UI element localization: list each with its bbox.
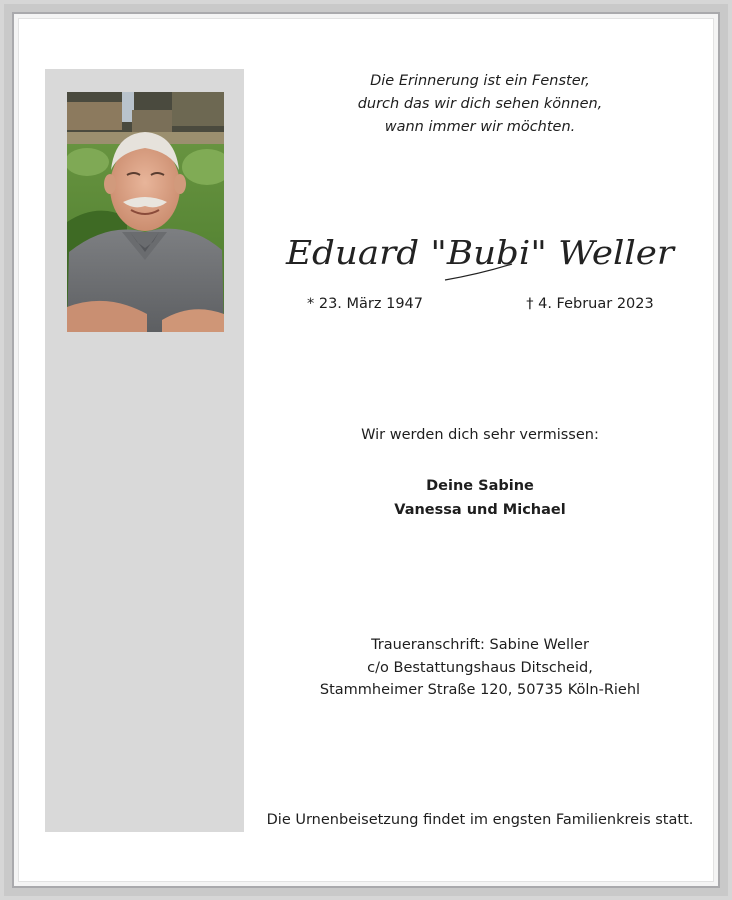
family-member: Vanessa und Michael: [394, 502, 566, 518]
family-member: Deine Sabine: [426, 478, 534, 494]
mourning-address: [280, 634, 680, 702]
birth-date: * 23. März 1947: [306, 296, 423, 312]
death-date: † 4. Februar 2023: [526, 296, 654, 312]
quote-line: Die Erinnerung ist ein Fenster,: [370, 73, 590, 89]
portrait-photo: [67, 92, 224, 332]
address-line: Traueranschrift: Sabine Weller: [371, 637, 589, 653]
farewell-message: Wir werden dich sehr vermissen:: [361, 427, 599, 443]
address-line: c/o Bestattungshaus Ditscheid,: [367, 659, 593, 676]
deceased-name-text: Eduard "Bubi" Weller: [284, 233, 677, 272]
burial-note: Die Urnenbeisetzung findet im engsten Familienkreis statt.: [266, 812, 694, 828]
family-signatures: [320, 474, 640, 522]
memorial-quote: [300, 70, 660, 139]
quote-line: wann immer wir möchten.: [384, 119, 576, 135]
deceased-name: [280, 220, 680, 286]
quote-line: durch das wir dich sehen können,: [357, 96, 603, 112]
address-line: Stammheimer Straße 120, 50735 Köln-Riehl: [319, 682, 641, 698]
